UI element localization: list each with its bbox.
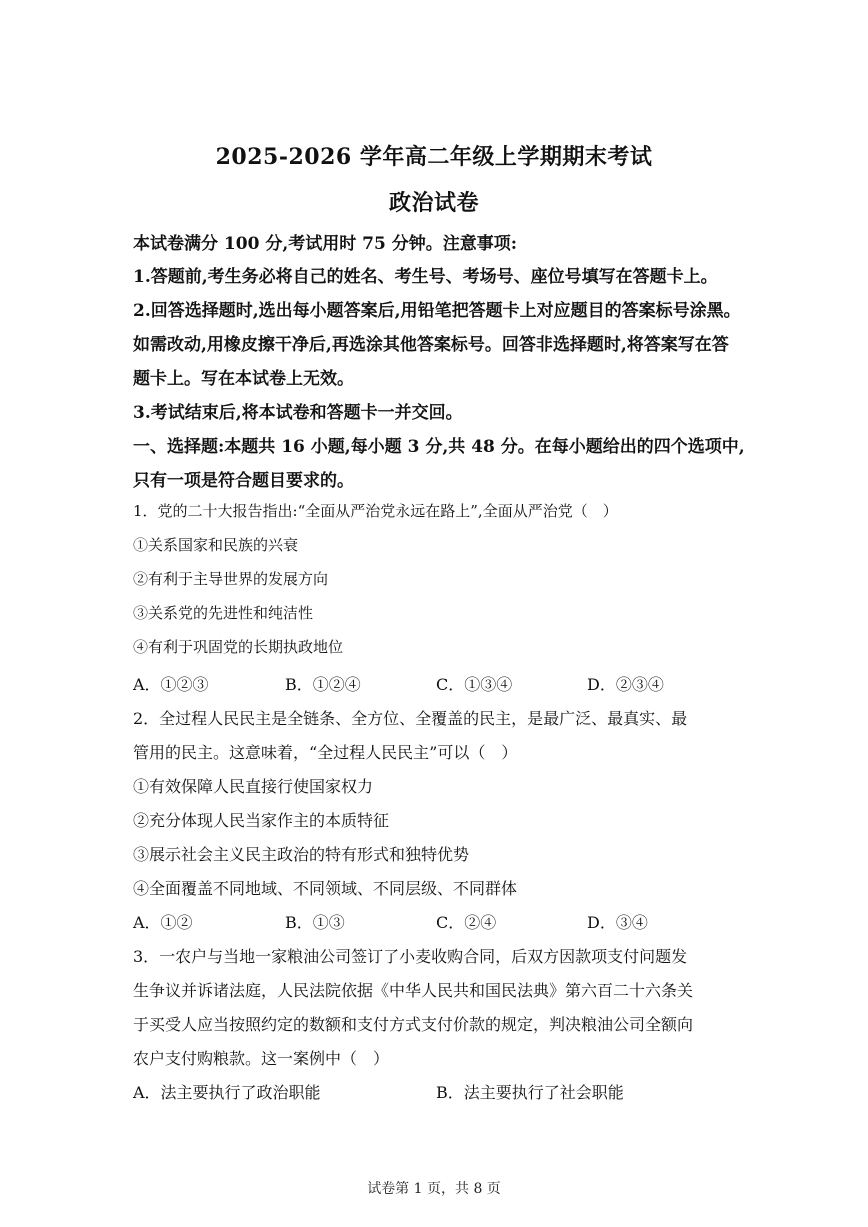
section-heading-line-1: 一、选择题:本题共 16 小题,每小题 3 分,共 48 分。在每小题给出的四个选项中, xyxy=(133,437,745,457)
question-3-stem-line-3: 于买受人应当按照约定的数额和支付方式支付价款的规定，判决粮油公司全额向 xyxy=(133,1015,694,1034)
question-2-stem-line-2: 管用的民主。这意味着，“全过程人民民主”可以（ ） xyxy=(133,743,518,762)
question-2-item-2: ②充分体现人民当家作主的本质特征 xyxy=(133,811,390,830)
question-1-item-1: ①关系国家和民族的兴衰 xyxy=(133,536,299,554)
question-2-option-b: B．①③ xyxy=(285,913,345,932)
question-3-option-a: A．法主要执行了政治职能 xyxy=(133,1083,321,1102)
question-2-item-1: ①有效保障人民直接行使国家权力 xyxy=(133,777,374,796)
question-1-item-2: ②有利于主导世界的发展方向 xyxy=(133,570,329,588)
instruction-item-1: 1.答题前,考生务必将自己的姓名、考生号、考场号、座位号填写在答题卡上。 xyxy=(133,267,718,287)
question-1-item-4: ④有利于巩固党的长期执政地位 xyxy=(133,638,344,656)
question-2-option-c: C．②④ xyxy=(436,913,497,932)
page-footer: 试卷第 1 页，共 8 页 xyxy=(367,1181,501,1197)
instruction-item-2-line-2: 如需改动,用橡皮擦干净后,再选涂其他答案标号。回答非选择题时,将答案写在答 xyxy=(133,335,729,355)
section-heading-line-2: 只有一项是符合题目要求的。 xyxy=(133,471,354,491)
question-1-option-c: C．①③④ xyxy=(436,675,513,694)
question-2-item-3: ③展示社会主义民主政治的特有形式和独特优势 xyxy=(133,845,470,864)
question-1-option-a: A．①②③ xyxy=(133,675,209,694)
question-2-stem-line-1: 2．全过程人民民主是全链条、全方位、全覆盖的民主，是最广泛、最真实、最 xyxy=(133,709,688,728)
exam-title: 2025-2026 学年高二年级上学期期末考试 xyxy=(215,144,653,170)
question-2-item-4: ④全面覆盖不同地域、不同领域、不同层级、不同群体 xyxy=(133,879,518,898)
instruction-item-2-line-1: 2.回答选择题时,选出每小题答案后,用铅笔把答题卡上对应题目的答案标号涂黑。 xyxy=(133,301,741,321)
question-1-stem: 1．党的二十大报告指出:“全面从严治党永远在路上”,全面从严治党（ ） xyxy=(133,502,618,520)
instruction-item-2-line-3: 题卡上。写在本试卷上无效。 xyxy=(133,369,354,389)
question-2-option-d: D．③④ xyxy=(587,913,648,932)
question-2-option-a: A．①② xyxy=(133,913,193,932)
question-3-stem-line-4: 农户支付购粮款。这一案例中（ ） xyxy=(133,1049,390,1068)
question-3-stem-line-2: 生争议并诉诸法庭，人民法院依据《中华人民共和国民法典》第六百二十六条关 xyxy=(133,981,694,1000)
question-1-option-d: D．②③④ xyxy=(587,675,664,694)
exam-subtitle: 政治试卷 xyxy=(388,190,479,216)
instructions-intro: 本试卷满分 100 分,考试用时 75 分钟。注意事项: xyxy=(133,234,518,254)
question-1-item-3: ③关系党的先进性和纯洁性 xyxy=(133,604,314,622)
question-3-stem-line-1: 3．一农户与当地一家粮油公司签订了小麦收购合同，后双方因款项支付问题发 xyxy=(133,947,688,966)
question-3-option-b: B．法主要执行了社会职能 xyxy=(436,1083,624,1102)
instruction-item-3: 3.考试结束后,将本试卷和答题卡一并交回。 xyxy=(133,403,463,423)
question-1-option-b: B．①②④ xyxy=(285,675,361,694)
